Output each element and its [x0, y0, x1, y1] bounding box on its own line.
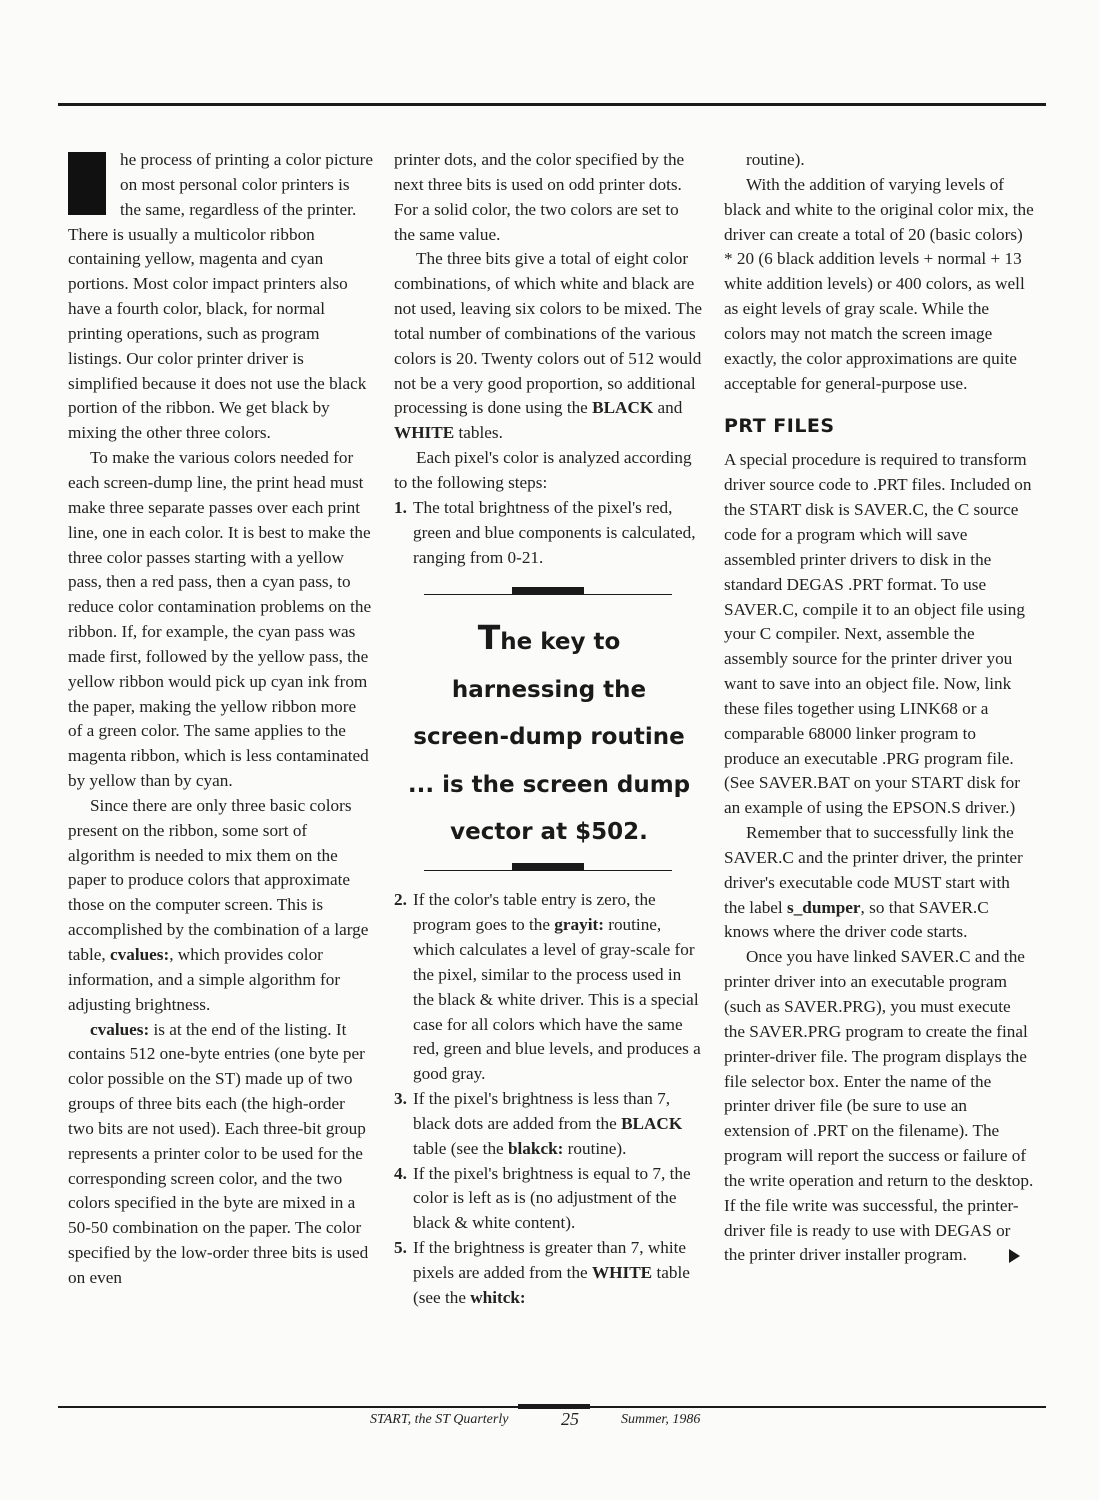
- steps-list: [394, 888, 704, 1310]
- paragraph: he process of printing a color picture on most personal color printers is the same, regardless of the printer. There is usually a multicolor ribbon containing yellow, magenta and cyan portions. Most color impact printers also have a fourth color, black, for normal printing operations, such as program listings. Our color printer driver is simplified because it does not use the black portion of the ribbon. We get black by mixing the other three colors.: [68, 150, 373, 443]
- paragraph: To make the various colors needed for each screen-dump line, the print head must make three separate passes over each print line, one in each color. It is best to make the three color passes starting with a yellow pass, then a red pass, then a cyan pass, to reduce color contamination problems on the ribbon. If, for example, the cyan pass was made first, followed by the yellow pass, the yellow ribbon would pick up cyan ink from the paper, making the yellow ribbon more of a green color. The same applies to the magenta ribbon, which is less contaminated by yellow than by cyan.: [68, 448, 372, 791]
- list-item: 2. If the color's table entry is zero, the program goes to the grayit: routine, which calculates a level of gray-scale for the pixel, similar to the process used in the black & white driver. This is a special case for all colors which have the same red, green and blue levels, and produces a good gray.: [394, 890, 701, 1084]
- column-1: [68, 148, 374, 1291]
- pull-quote-text: The key to harnessing the screen-dump routine ... is the screen dump vector at $502.: [407, 618, 691, 846]
- section-heading: PRT FILES: [724, 415, 835, 438]
- footer-publication: START, the ST Quarterly: [370, 1412, 509, 1427]
- paragraph: A special procedure is required to transform driver source code to .PRT files. Included on the START disk is SAVER.C, the C source code for a program which will save assembled printer drivers to disk in the standard DEGAS .PRT format. To use SAVER.C, compile it to an object file using your C compiler. Next, assemble the assembly source for the printer driver you want to save into an object file. Now, link these files together using LINK68 or a comparable 68000 linker program to produce an executable .PRG program file. (See SAVER.BAT on your START disk for an example of using the EPSON.S driver.): [724, 450, 1032, 818]
- paragraph: cvalues: is at the end of the listing. It contains 512 one-byte entries (one byte per color possible on the ST) made up of two groups of three bits each (the high-order two bits are not used). Each three-bit group represents a printer color to be used for the corresponding screen color, and the two colors specified in the byte are mixed in a 50-50 combination on the paper. The color specified by the low-order three bits is used on even: [68, 1019, 369, 1287]
- footer-issue: Summer, 1986: [621, 1412, 701, 1427]
- drop-cap: [68, 152, 106, 215]
- continue-arrow-icon: [1009, 1249, 1020, 1263]
- paragraph: routine).: [746, 150, 805, 169]
- pull-quote: [394, 582, 704, 882]
- list-item: 3. If the pixel's brightness is less than 7, black dots are added from the BLACK table (see the blakck: routine).: [394, 1089, 683, 1158]
- list-item: 1. The total brightness of the pixel's red, green and blue components is calculated, ranging from 0-21.: [394, 497, 696, 567]
- steps-list: [394, 496, 704, 571]
- pull-quote-bar: [512, 587, 584, 595]
- paragraph: With the addition of varying levels of black and white to the original color mix, the driver can create a total of 20 (basic colors) * 20 (6 black addition levels + normal + 13 white addition levels) or 400 colors, as well as eight levels of gray scale. While the colors may not match the screen image exactly, the color approximations are quite acceptable for general-purpose use.: [724, 174, 1034, 393]
- page-number: 25: [561, 1409, 579, 1429]
- paragraph: Since there are only three basic colors present on the ribbon, some sort of algorithm is needed to mix them on the paper to produce colors that approximate those on the computer screen. This is accomplished by the combination of a large table, cvalues:, which provides color information, and a simple algorithm for adjusting brightness.: [68, 795, 369, 1014]
- paragraph: Once you have linked SAVER.C and the printer driver into an executable program (such as SAVER.PRG), you must execute the SAVER.PRG program to create the final printer-driver file. The program displays the file selector box. Enter the name of the printer driver file (be sure to use an extension of .PRT on the filename). The program will report the success or failure of the write operation and return to the desktop. If the file write was successful, the printer-driver file is ready to use with DEGAS or the printer driver installer program.: [724, 947, 1034, 1265]
- list-item: 4. If the pixel's brightness is equal to 7, the color is left as is (no adjustment of the black & white content).: [394, 1163, 691, 1233]
- pull-quote-bar: [512, 863, 584, 871]
- paragraph: Each pixel's color is analyzed according to the following steps:: [394, 448, 692, 492]
- column-2: [394, 148, 704, 1311]
- footer-bar: [518, 1404, 590, 1409]
- list-item: 5. If the brightness is greater than 7, white pixels are added from the WHITE table (see the whitck:: [394, 1238, 690, 1307]
- column-3: [724, 148, 1034, 1268]
- paragraph: The three bits give a total of eight color combinations, of which white and black are not used, leaving six colors to be mixed. The total number of combinations of the various colors is 20. Twenty colors out of 512 would not be a very good proportion, so additional processing is done using the BLACK and WHITE tables.: [394, 249, 703, 443]
- paragraph: Remember that to successfully link the SAVER.C and the printer driver, the printer driver's executable code MUST start with the label s_dumper, so that SAVER.C knows where the driver code starts.: [724, 823, 1023, 942]
- top-rule: [58, 103, 1046, 106]
- paragraph: printer dots, and the color specified by the next three bits is used on odd printer dots. For a solid color, the two colors are set to the same value.: [394, 150, 685, 244]
